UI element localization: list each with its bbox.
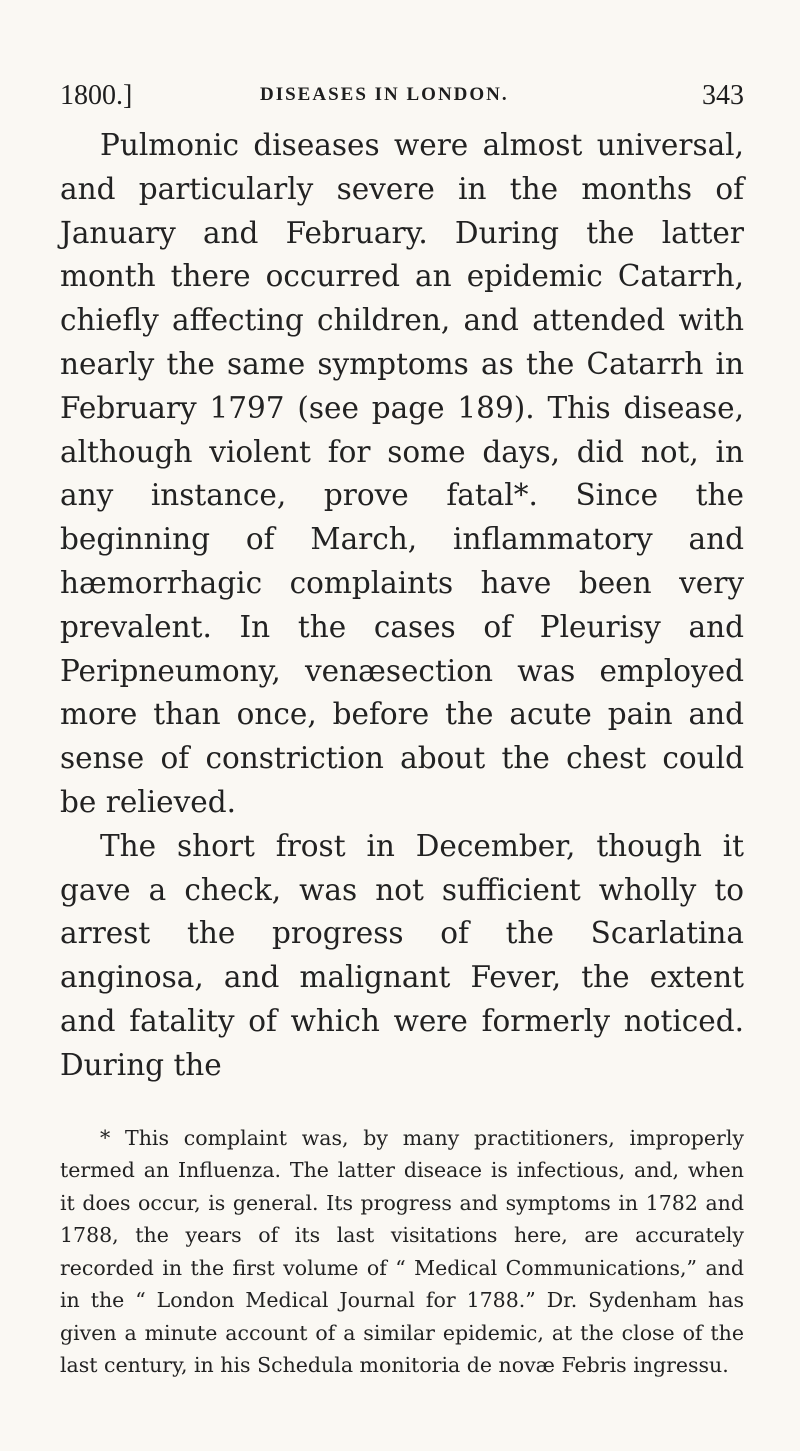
page-number: 343: [702, 80, 744, 111]
footnote-block: [60, 1122, 744, 1382]
body-text: [60, 124, 744, 1088]
running-head: [60, 80, 744, 124]
paragraph: The short frost in December, though it gave a check, was not sufficient wholly to arrest the progress of the Scarlatina anginosa, and malignant Fever, the extent and fatality of which were formerly noticed. During the: [60, 828, 744, 1082]
book-page: [60, 80, 744, 1382]
footnote: * This complaint was, by many practitioners, improperly termed an Influenza. The latter diseace is infectious, and, when it does occur, is general. Its progress and symptoms in 1782 and 1788, the years of its last visitations here, are accurately recorded in the first volume of “ Medical Communications,” and in the “ London Medical Journal for 1788.” Dr. Sydenham has given a minute account of a similar epidemic, at the close of the last century, in his Schedula monitoria de novæ Febris ingressu.: [60, 1125, 744, 1378]
header-year: 1800.]: [60, 80, 133, 111]
paragraph: Pulmonic diseases were almost universal, and particularly severe in the months of January and February. During the latter month there occurred an epidemic Catarrh, chiefly affecting children, and attended with nearly the same symptoms as the Catarrh in February 1797 (see page 189). This disease, although violent for some days, did not, in any instance, prove fatal*. Since the beginning of March, inflammatory and hæmorrhagic complaints have been very prevalent. In the cases of Pleurisy and Peripneumony, venæsection was employed more than once, before the acute pain and sense of constriction about the chest could be relieved.: [60, 128, 744, 819]
header-title: DISEASES IN LONDON.: [260, 84, 509, 105]
